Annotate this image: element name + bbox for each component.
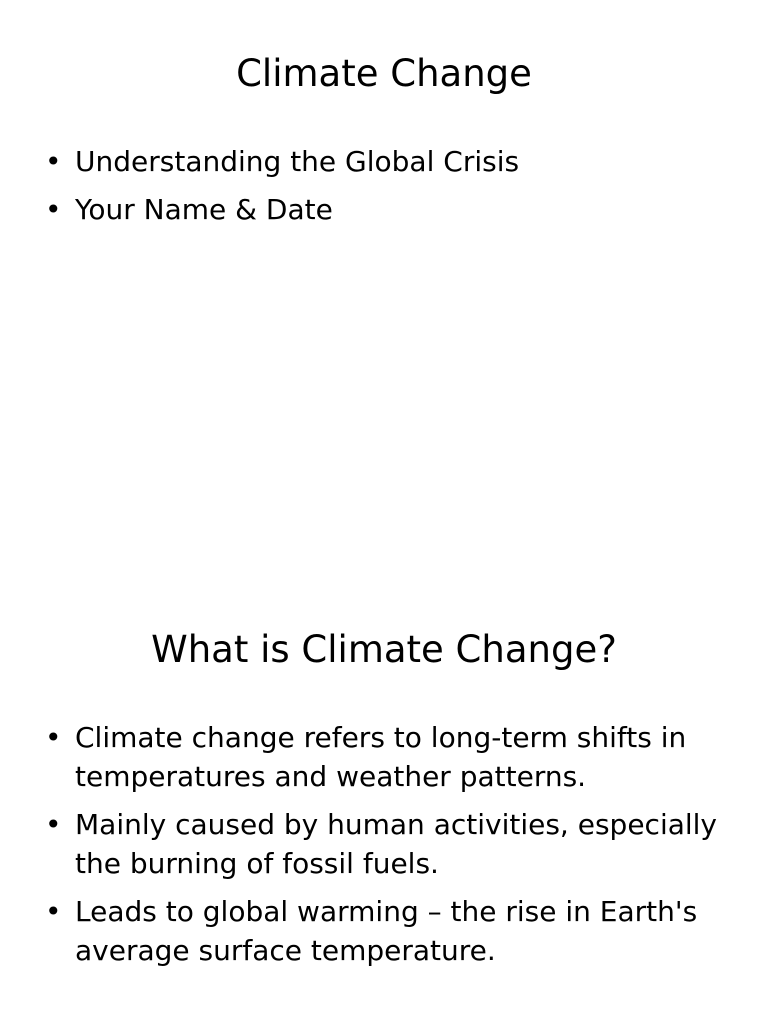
bullet-text: Mainly caused by human activities, especially the burning of fossil fuels.: [75, 808, 718, 880]
bullet-text: Understanding the Global Crisis: [75, 145, 520, 178]
bullet-text: Leads to global warming – the rise in Earth's average surface temperature.: [75, 895, 698, 967]
bullet-list: [45, 142, 728, 238]
slide-2: [0, 576, 768, 1024]
bullet-item: [45, 805, 728, 883]
bullet-icon: •: [45, 193, 62, 226]
bullet-item: [45, 142, 728, 181]
bullet-text: Your Name & Date: [75, 193, 333, 226]
slide-title: Climate Change: [236, 52, 532, 95]
slide-title: What is Climate Change?: [151, 628, 617, 671]
bullet-item: [45, 892, 728, 970]
bullet-text: Climate change refers to long-term shifts in temperatures and weather patterns.: [75, 721, 687, 793]
bullet-icon: •: [45, 808, 62, 841]
bullet-icon: •: [45, 145, 62, 178]
bullet-item: [45, 190, 728, 229]
bullet-list: [45, 718, 728, 979]
bullet-icon: •: [45, 895, 62, 928]
bullet-icon: •: [45, 721, 62, 754]
bullet-item: [45, 718, 728, 796]
